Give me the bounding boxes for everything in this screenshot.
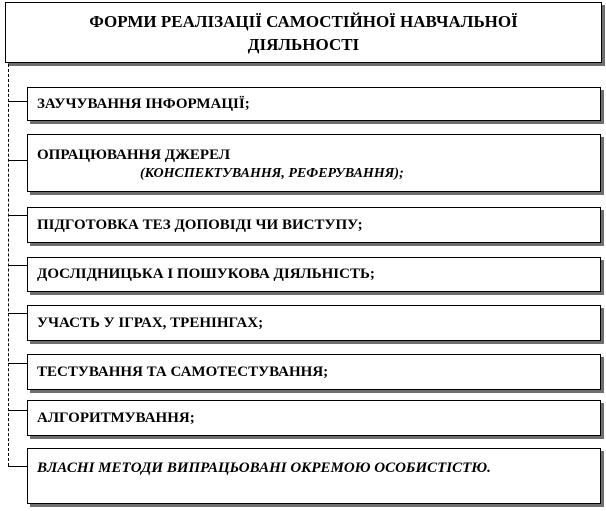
item-label: ПІДГОТОВКА ТЕЗ ДОПОВІДІ ЧИ ВИСТУПУ; [37, 216, 363, 233]
form-item-report-preparation [27, 207, 601, 243]
diagram-title: ФОРМИ РЕАЛІЗАЦІЇ САМОСТІЙНОЇ НАВЧАЛЬНОЇ ДІЯЛЬНОСТІ [89, 11, 518, 54]
form-item-source-processing [27, 134, 601, 192]
item-label: ОПРАЦЮВАННЯ ДЖЕРЕЛ [37, 147, 231, 163]
connector-line [8, 215, 28, 216]
connector-line [8, 466, 28, 467]
item-label: ВЛАСНІ МЕТОДИ ВИПРАЦЬОВАНІ ОКРЕМОЮ ОСОБИСТІСТЮ. [37, 460, 491, 476]
form-item-games-trainings [27, 305, 601, 341]
form-item-own-methods [27, 448, 601, 504]
connector-line [8, 265, 28, 266]
item-label: ДОСЛІДНИЦЬКА І ПОШУКОВА ДІЯЛЬНІСТЬ; [37, 266, 375, 282]
item-label: УЧАСТЬ У ІГРАХ, ТРЕНІНГАХ; [37, 314, 264, 331]
connector-line [8, 313, 28, 314]
item-note: (КОНСПЕКТУВАННЯ, РЕФЕРУВАННЯ); [140, 166, 404, 181]
diagram-title-box [5, 2, 602, 63]
form-item-algorithmization [27, 400, 601, 436]
form-item-research [27, 257, 601, 292]
connector-line [8, 410, 28, 411]
connector-line [8, 363, 28, 364]
connector-line [8, 160, 28, 161]
form-item-memorization [27, 87, 601, 121]
item-label: ТЕСТУВАННЯ ТА САМОТЕСТУВАННЯ; [37, 363, 329, 380]
connector-line [8, 101, 28, 102]
item-label: ЗАУЧУВАННЯ ІНФОРМАЦІЇ; [37, 95, 250, 112]
form-item-testing [27, 354, 601, 390]
item-label: АЛГОРИТМУВАННЯ; [37, 409, 195, 426]
